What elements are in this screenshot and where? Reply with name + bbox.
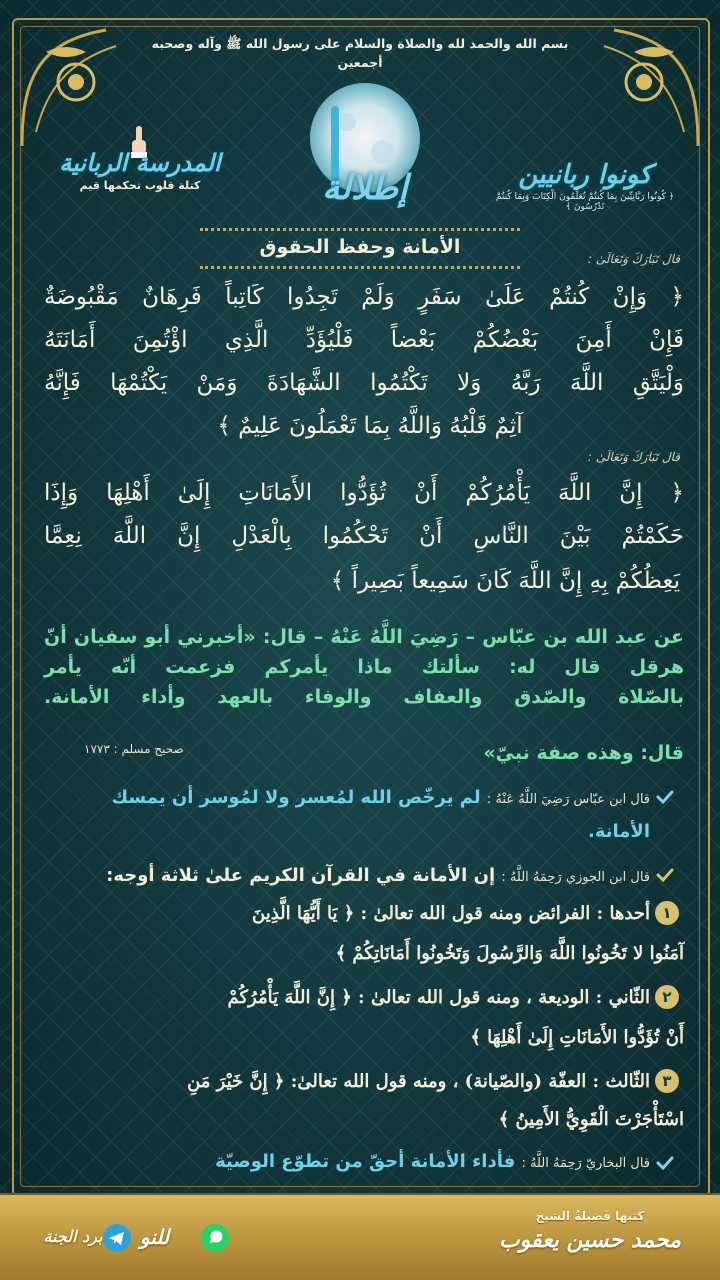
author-label: كتبها فَضِيلةُ الشيخ: [535, 1209, 645, 1223]
basmala-text: بسم الله والحمد لله والصلاة والسلام على رسول الله ﷺ وآله وصحبه أجمعين: [151, 36, 569, 70]
brand-left-title: المدرسة الربانية: [59, 148, 221, 177]
point3-line2: اسْتَأْجَرْتَ الْقَوِيُّ الأَمِينُ ﴾: [498, 1109, 684, 1130]
corner-ornament-top-left: [16, 22, 146, 152]
dotted-divider-top: [200, 228, 520, 231]
verse2-last-line: يَعِظُكُمْ بِهِ إِنَّ اللَّهَ كَانَ سَمِيعاً بَصِيراً ﴾: [330, 568, 680, 594]
hadith-line: عن عبد الله بن عبّاس – رَضِيَ اللَّهُ عَنْهُ – قال: «أخبرني أبو سفيان أنّ: [44, 626, 684, 648]
verse1-last-line: آثِمٌ قَلْبُهُ وَاللَّهُ بِمَا تَعْمَلُونَ عَلِيمٌ ﴾: [217, 413, 523, 439]
verse2-block: [44, 472, 684, 558]
quote1-line: [44, 782, 650, 816]
verse-line: ﴿ إِنَّ اللَّهَ يَأْمُرُكُمْ أَنْ تُؤَدُّوا الأَمَانَاتِ إِلَىٰ أَهْلِهَا وَإِذَا: [44, 480, 684, 506]
footer-bar: [0, 1193, 720, 1280]
quote2-speaker: قال ابن الجوزي رَحِمَهُ اللَّهُ :: [501, 870, 650, 885]
corner-ornament-top-right: [574, 22, 704, 152]
hadith-line: بالصّلاة والصّدق والعفاف والوفاء بالعهد وأداء الأمانة.: [44, 686, 684, 708]
verse1-intro-label: قال تَبَارَكَ وَتَعَالَىٰ :: [587, 252, 680, 266]
quote3-text: فأداء الأمانة أحقّ من تطوّع الوصيّة: [215, 1151, 516, 1172]
point-number-1: ١: [655, 901, 679, 925]
footer-inner: [0, 1203, 720, 1275]
quote3-speaker: قال البخاريّ رَحِمَهُ اللَّهُ :: [521, 1156, 650, 1171]
quote1-text-cont: الأمانة.: [588, 821, 650, 842]
point2-line2: أَنْ تُؤَدُّوا الأَمَانَاتِ إِلَىٰ أَهْلِهَا ﴾: [470, 1027, 684, 1048]
verse-line: وَلْيَتَّقِ اللَّهَ رَبَّهُ وَلا تَكْتُمُوا الشَّهَادَةَ وَمَنْ يَكْتُمْهَا فَإِنَّهُ: [44, 370, 684, 396]
check-icon: [655, 1153, 675, 1173]
hadith-block: [44, 622, 684, 712]
hadith-source: صحيح مسلم : ١٧٧٣: [84, 742, 184, 756]
logo-text: إطلالة: [322, 168, 408, 208]
quote3-line: [44, 1146, 650, 1180]
point1-line2: آمَنُوا لا تَخُونُوا اللَّهَ وَالرَّسُولَ وَتَخُونُوا أَمَانَاتِكُمْ ﴾: [335, 943, 684, 964]
point-number-2: ٢: [655, 985, 679, 1009]
check-icon: [655, 865, 675, 885]
channel-name: للنو: [140, 1225, 170, 1249]
verse-line: فَإِنْ أَمِنَ بَعْضُكُمْ بَعْضاً فَلْيُؤَدِّ الَّذِي اؤْتُمِنَ أَمَانَتَهُ: [44, 327, 684, 353]
verse2-intro-label: قال تَبَارَكَ وَتَعَالَىٰ :: [587, 450, 680, 464]
hadith-line: هرقل قال له: سألتك ماذا يأمركم فزعمت أنّه يأمر: [44, 656, 684, 678]
brand-left-subtitle: كتلة قلوب تحكمها قيم: [79, 179, 201, 192]
quote2-line: [44, 860, 650, 894]
point1-line1: أحدها : الفرائض ومنه قول الله تعالىٰ : ﴿ يَا أَيُّهَا الَّذِينَ: [252, 903, 650, 924]
brand-right: [480, 160, 690, 212]
dotted-divider-bottom: [200, 266, 520, 269]
page-title: الأمانة وحفظ الحقوق: [259, 236, 461, 258]
point3-line1: الثّالث : العفّة (والصّيانة) ، ومنه قول الله تعالىٰ: ﴿ إِنَّ خَيْرَ مَنِ: [187, 1071, 650, 1092]
footer-brand: برد الجنة: [43, 1227, 103, 1246]
point2-line1: الثّاني : الوديعة ، ومنه قول الله تعالىٰ : ﴿ إِنَّ اللَّهَ يَأْمُرُكُمْ: [227, 987, 650, 1008]
quote2-text: إن الأمانة في القرآن الكريم علىٰ ثلاثة أوجه:: [106, 865, 496, 886]
quote1-speaker: قال ابن عبّاس رَضِيَ اللَّهُ عَنْهُ :: [486, 792, 650, 807]
verse1-block: [44, 276, 684, 405]
point-number-3: ٣: [655, 1069, 679, 1093]
verse-line: حَكَمْتُمْ بَيْنَ النَّاسِ أَنْ تَحْكُمُوا بِالْعَدْلِ إِنَّ اللَّهَ نِعِمَّا: [44, 523, 684, 549]
verse-line: ﴿ وَإِنْ كُنتُمْ عَلَىٰ سَفَرٍ وَلَمْ تَجِدُوا كَاتِباً فَرِهَانٌ مَقْبُوضَةٌ: [44, 284, 684, 310]
quote1-text: لم يرخّص الله لمُعسر ولا لمُوسر أن يمسك: [111, 787, 481, 808]
brand-left: [40, 148, 240, 192]
whatsapp-icon[interactable]: [200, 1223, 230, 1253]
brand-right-subtitle: ﴿ كُونُوا رَبَّانِيِّينَ بِمَا كُنتُمْ تُعَلِّمُونَ الْكِتَابَ وَبِمَا كُنتُمْ تَدْرُسُونَ ﴾: [495, 192, 675, 212]
author-signature: محمد حسين يعقوب: [498, 1227, 682, 1253]
hadith-last-line: قال: وهذه صفة نبيّ»: [483, 742, 684, 764]
brand-right-title: كونوا ربانيين: [518, 160, 652, 190]
check-icon: [655, 787, 675, 807]
